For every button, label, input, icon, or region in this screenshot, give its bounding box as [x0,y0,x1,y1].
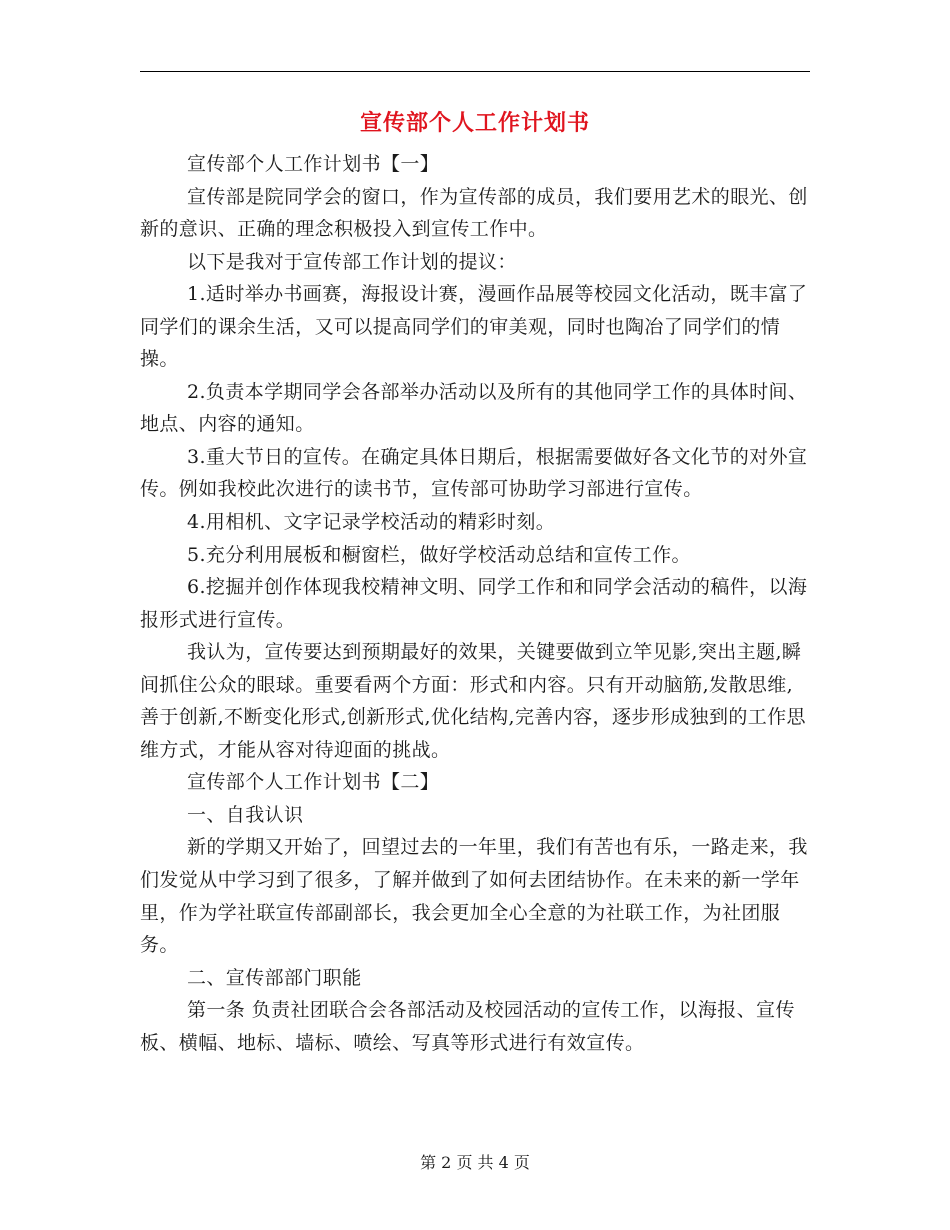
list-item-5: 5.充分利用展板和橱窗栏，做好学校活动总结和宣传工作。 [187,543,691,566]
subheading-self-awareness: 一、自我认识 [187,803,304,826]
paragraph-opinion: 我认为，宣传要达到预期最好的效果，关键要做到立竿见影,突出主题,瞬间抓住公众的眼球。重要看两个方面：形式和内容。只有开动脑筋,发散思维,善于创新,不断变化形式,创新形式,优化结构,完善内容，逐步形成独到的工作思维方式，才能从容对待迎面的挑战。 [140,641,806,761]
paragraph-self-awareness: 新的学期又开始了，回望过去的一年里，我们有苦也有乐，一路走来，我们发觉从中学习到了很多，了解并做到了如何去团结协作。在未来的新一学年里，作为学社联宣传部副部长，我会更加全心全意的为社联工作，为社团服务。 [140,836,808,957]
header-rule [140,71,810,72]
section-heading-2: 宣传部个人工作计划书【二】 [187,771,440,794]
paragraph-article-1: 第一条 负责社团联合会各部活动及校园活动的宣传工作，以海报、宣传板、横幅、地标、墙标、喷绘、写真等形式进行有效宣传。 [140,999,795,1054]
list-item-1: 1.适时举办书画赛，海报设计赛，漫画作品展等校园文化活动，既丰富了同学们的课余生活，又可以提高同学们的审美观，同时也陶冶了同学们的情操。 [140,283,808,371]
list-item-3: 3.重大节日的宣传。在确定具体日期后，根据需要做好各文化节的对外宣传。例如我校此次进行的读书节，宣传部可协助学习部进行宣传。 [140,445,808,501]
paragraph-intro: 宣传部是院同学会的窗口，作为宣传部的成员，我们要用艺术的眼光、创新的意识、正确的理念积极投入到宣传工作中。 [140,185,808,241]
section-heading-1: 宣传部个人工作计划书【一】 [187,153,440,175]
list-item-6: 6.挖掘并创作体现我校精神文明、同学工作和和同学会活动的稿件，以海报形式进行宣传。 [140,576,808,631]
list-item-2: 2.负责本学期同学会各部举办活动以及所有的其他同学工作的具体时间、地点、内容的通知。 [140,380,808,436]
list-item-4: 4.用相机、文字记录学校活动的精彩时刻。 [187,511,556,534]
paragraph-proposal-lead: 以下是我对于宣传部工作计划的提议： [187,250,517,273]
page-number-footer: 第 2 页 共 4 页 [420,1153,530,1172]
document-title: 宣传部个人工作计划书 [359,111,590,136]
document-body [140,148,810,1059]
subheading-department-functions: 二、宣传部部门职能 [187,966,362,989]
